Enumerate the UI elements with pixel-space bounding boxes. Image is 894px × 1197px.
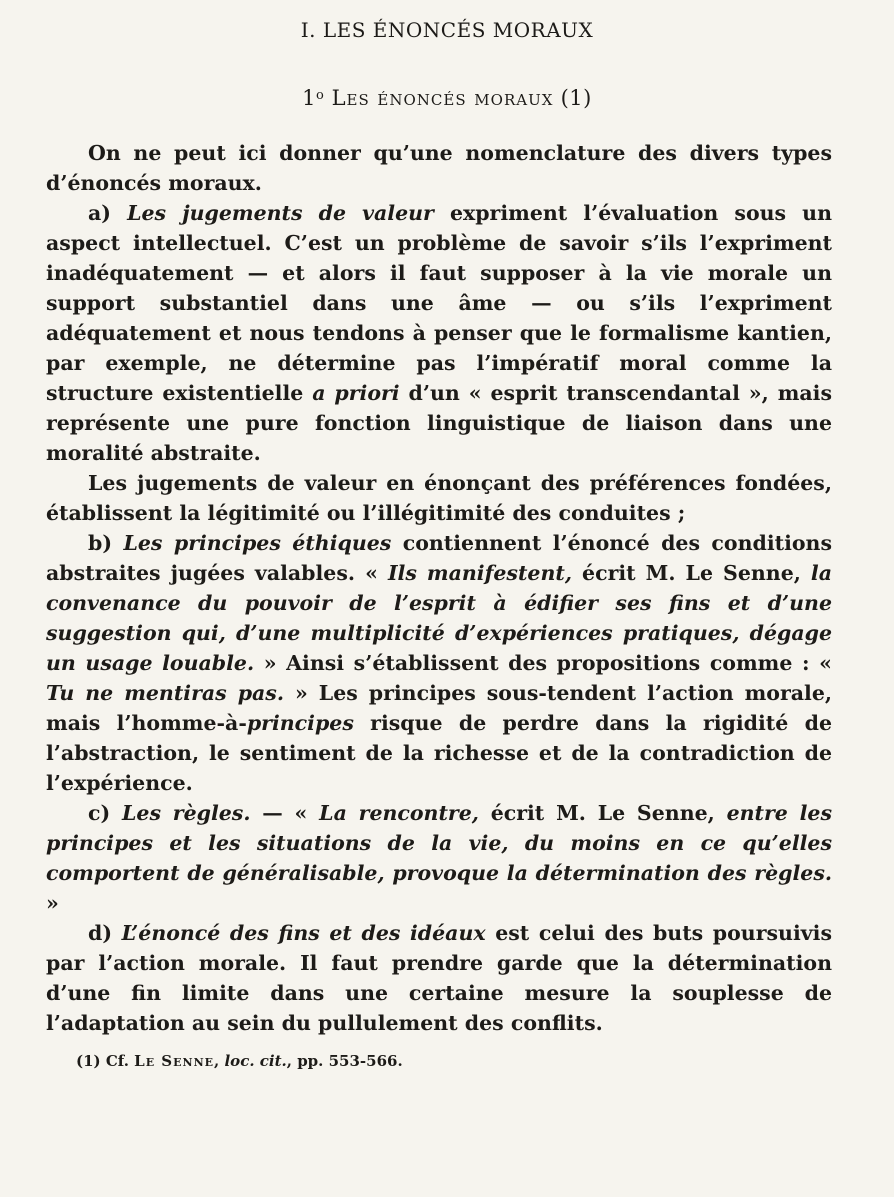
quote-b-2: la convenance du pouvoir de l’esprit à édifier ses fins et d’une suggestion qui, d’une multiplicité d’expériences pratiques, dégage un usage louable. xyxy=(46,561,832,675)
section-number: 1 xyxy=(302,86,317,110)
item-label-d: d) xyxy=(88,921,122,945)
quote-b-1: Ils manifestent, xyxy=(387,561,572,585)
section-title xyxy=(0,86,894,110)
item-label-a: a) xyxy=(88,201,128,225)
paragraph-b-text-1: contiennent l’énoncé des conditions abstraites jugées valables. « xyxy=(46,531,832,585)
paragraph-a-text-2: d’un « esprit transcendantal », mais représente une pure fonction linguistique de liaison dans une moralité abstraite. xyxy=(46,381,832,465)
footnote-mark: (1) Cf. xyxy=(76,1052,135,1070)
quote-b-4: principes xyxy=(246,711,354,735)
term-a-priori: a priori xyxy=(312,381,400,405)
term-principes: Les principes éthiques xyxy=(123,531,392,555)
paragraph-b-text-3: » Ainsi s’établissent des propositions comme : « xyxy=(254,651,832,675)
paragraph-b-text-2: écrit M. Le Senne, xyxy=(572,561,811,585)
paragraph-c-text-2: écrit M. Le Senne, xyxy=(478,801,727,825)
term-regles: Les règles. xyxy=(121,801,251,825)
term-fins: L’énoncé des fins et des idéaux xyxy=(121,921,486,945)
paragraph-b xyxy=(46,528,832,798)
footnote-author: Le Senne xyxy=(134,1052,215,1070)
paragraph-intro: On ne peut ici donner qu’une nomenclature des divers types d’énoncés moraux. xyxy=(46,141,832,195)
section-note-ref: (1) xyxy=(560,86,592,110)
item-label-c: c) xyxy=(88,801,122,825)
paragraph-c-text-1: — « xyxy=(250,801,320,825)
paragraph-a xyxy=(46,198,832,468)
running-head: I. LES ÉNONCÉS MORAUX xyxy=(300,18,594,42)
paragraph-a-text-1: expriment l’évaluation sous un aspect intellectuel. C’est un problème de savoir s’ils l’expriment inadéquatement — et alors il faut supposer à la vie morale un support substantiel dans une âme — ou s’ils l’expriment adéquatement et nous tendons à penser que le formalisme kantien, par exemple, ne détermine pas l’impératif moral comme la structure existentielle xyxy=(46,201,832,405)
paragraph-c xyxy=(46,798,832,918)
section-title-text: Les énoncés moraux xyxy=(331,86,554,110)
quote-c-2: entre les principes et les situations de la vie, du moins en ce qu’elles comportent de généralisable, provoque la détermination des règles. xyxy=(46,801,833,885)
paragraph-b-text-5: risque de perdre dans la rigidité de l’abstraction, le sentiment de la richesse et de la contradiction de l’expérience. xyxy=(46,711,832,795)
footnote xyxy=(76,1052,403,1070)
quote-c-1: La rencontre, xyxy=(319,801,479,825)
body-text xyxy=(46,138,832,1038)
paragraph-b-text-4: » Les principes sous-tendent l’action morale, mais l’homme-à- xyxy=(46,681,832,735)
footnote-sep: , xyxy=(214,1052,225,1070)
footnote-ref: loc. cit. xyxy=(224,1052,287,1070)
paragraph-c-text-3: » xyxy=(46,891,59,915)
paragraph-d xyxy=(46,918,832,1038)
quote-b-3: Tu ne mentiras pas. xyxy=(46,681,284,705)
paragraph-jugements: Les jugements de valeur en énonçant des préférences fondées, établissent la légitimité ou l’illégitimité des conduites ; xyxy=(46,471,832,525)
section-ordinal: o xyxy=(316,88,325,103)
paragraph-d-text-1: est celui des buts poursuivis par l’action morale. Il faut prendre garde que la détermination d’une fin limite dans une certaine mesure la souplesse de l’adaptation au sein du pullulement des conflits. xyxy=(46,921,832,1035)
item-label-b: b) xyxy=(88,531,124,555)
footnote-pages: , pp. 553-566. xyxy=(286,1052,403,1070)
term-jugements: Les jugements de valeur xyxy=(127,201,434,225)
